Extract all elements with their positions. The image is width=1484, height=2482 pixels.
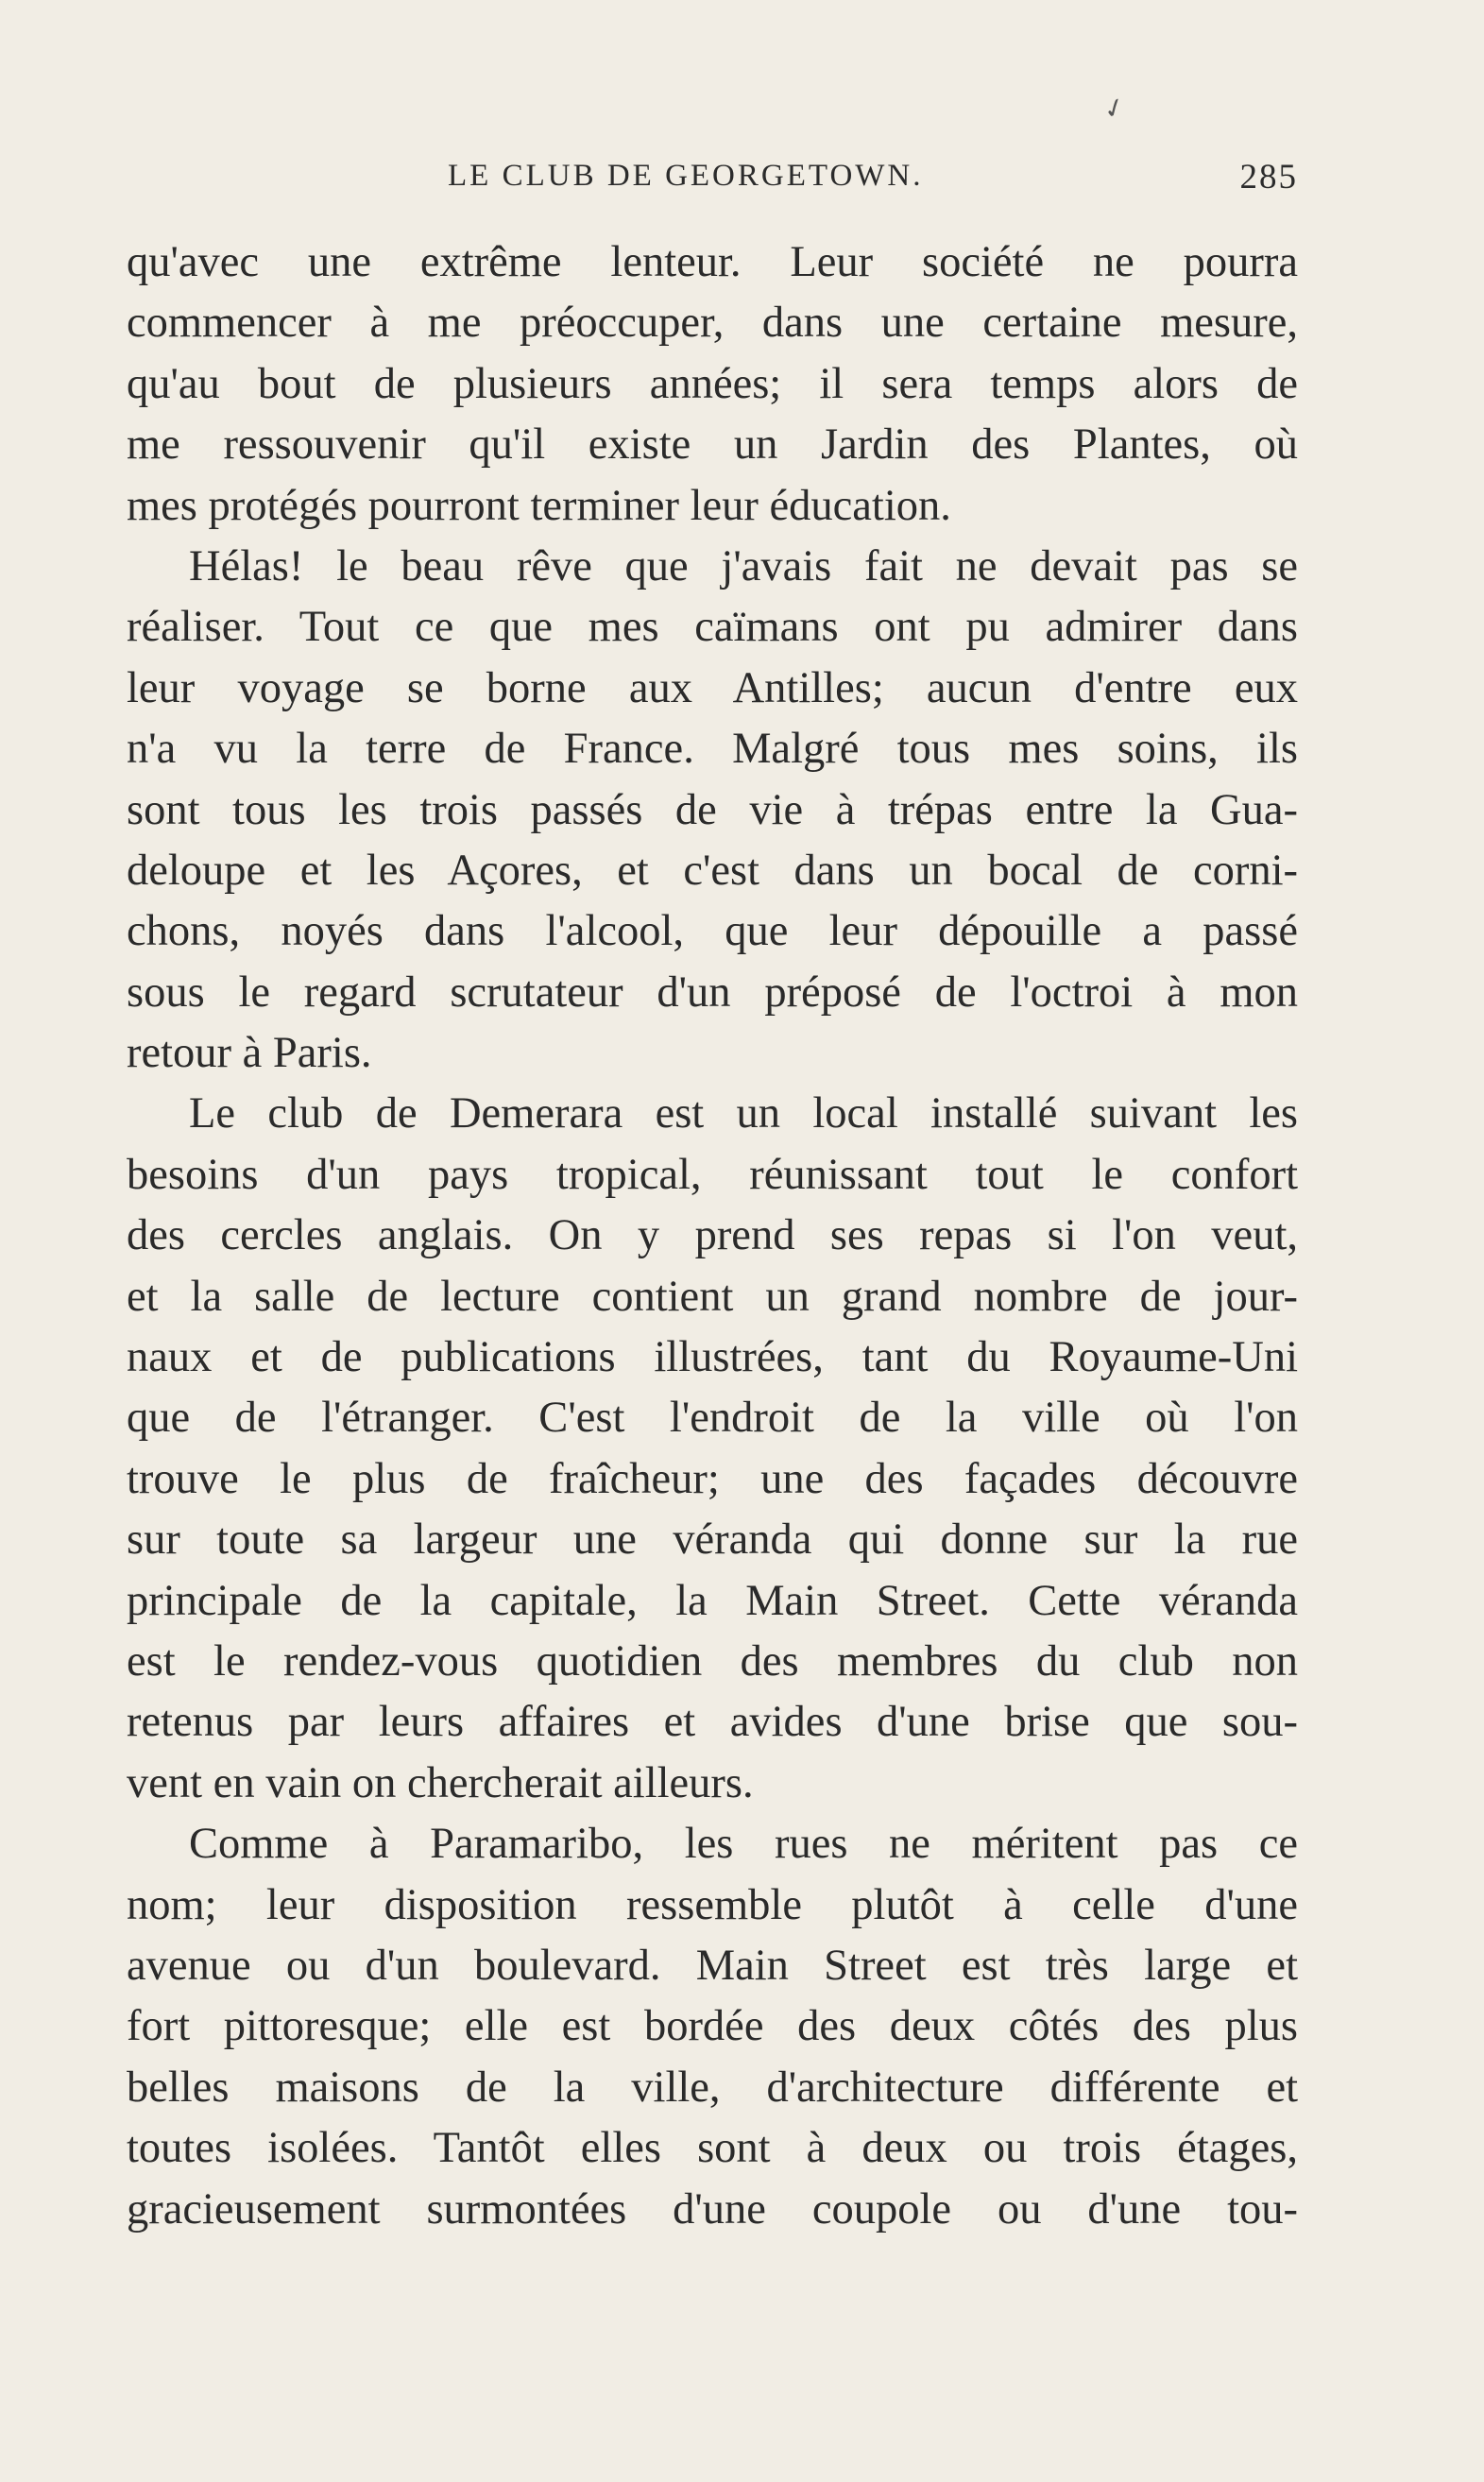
text-line: toutes isolées. Tantôt elles sont à deux ou trois étages, (127, 2124, 1298, 2173)
text-line: est le rendez-vous quotidien des membres du club non (127, 1636, 1298, 1686)
text-line: deloupe et les Açores, et c'est dans un bocal de corni- (127, 846, 1298, 895)
text-line: Comme à Paramaribo, les rues ne méritent pas ce (189, 1820, 1298, 1869)
text-line: retenus par leurs affaires et avides d'une brise que sou- (127, 1698, 1298, 1747)
text-line: fort pittoresque; elle est bordée des deux côtés des plus (127, 2002, 1298, 2051)
text-line: des cercles anglais. On y prend ses repas si l'on veut, (127, 1211, 1298, 1260)
text-line: qu'au bout de plusieurs années; il sera temps alors de (127, 359, 1298, 408)
text-line: me ressouvenir qu'il existe un Jardin des Plantes, où (127, 420, 1298, 470)
text-line: n'a vu la terre de France. Malgré tous mes soins, ils (127, 725, 1298, 774)
running-title: LE CLUB DE GEORGETOWN. (448, 159, 924, 193)
text-line: et la salle de lecture contient un grand nombre de jour- (127, 1272, 1298, 1321)
text-line: réaliser. Tout ce que mes caïmans ont pu admirer dans (127, 603, 1298, 652)
text-line: sous le regard scrutateur d'un préposé de l'octroi à mon (127, 967, 1298, 1017)
page-number: 285 (1239, 158, 1298, 197)
text-line: mes protégés pourront terminer leur éducation. (127, 481, 951, 530)
stray-mark: ✓ (1099, 89, 1131, 128)
text-line: Hélas! le beau rêve que j'avais fait ne devait pas se (189, 541, 1298, 591)
text-line: principale de la capitale, la Main Street. Cette véranda (127, 1576, 1298, 1625)
text-line: qu'avec une extrême lenteur. Leur société ne pourra (127, 238, 1298, 286)
body-text (127, 232, 1298, 2240)
text-line: commencer à me préoccuper, dans une certaine mesure, (127, 299, 1298, 348)
page-header (127, 159, 1298, 212)
text-line: naux et de publications illustrées, tant du Royaume-Uni (127, 1333, 1298, 1382)
text-line: leur voyage se borne aux Antilles; aucun d'entre eux (127, 663, 1298, 712)
text-line: que de l'étranger. C'est l'endroit de la ville où l'on (127, 1394, 1298, 1443)
text-line: Le club de Demerara est un local installé suivant les (189, 1089, 1298, 1138)
text-line: chons, noyés dans l'alcool, que leur dépouille a passé (127, 907, 1298, 956)
text-line: gracieusement surmontées d'une coupole ou d'une tou- (127, 2184, 1298, 2234)
text-line: besoins d'un pays tropical, réunissant tout le confort (127, 1150, 1298, 1199)
text-line: retour à Paris. (127, 1029, 372, 1078)
text-line: vent en vain on chercherait ailleurs. (127, 1758, 754, 1807)
text-line: sont tous les trois passés de vie à trépas entre la Gua- (127, 785, 1298, 834)
text-line: avenue ou d'un boulevard. Main Street est très large et (127, 1941, 1298, 1990)
text-line: trouve le plus de fraîcheur; une des façades découvre (127, 1454, 1298, 1503)
text-line: belles maisons de la ville, d'architecture différente et (127, 2063, 1298, 2112)
text-line: nom; leur disposition ressemble plutôt à celle d'une (127, 1880, 1298, 1929)
text-line: sur toute sa largeur une véranda qui donne sur la rue (127, 1515, 1298, 1565)
